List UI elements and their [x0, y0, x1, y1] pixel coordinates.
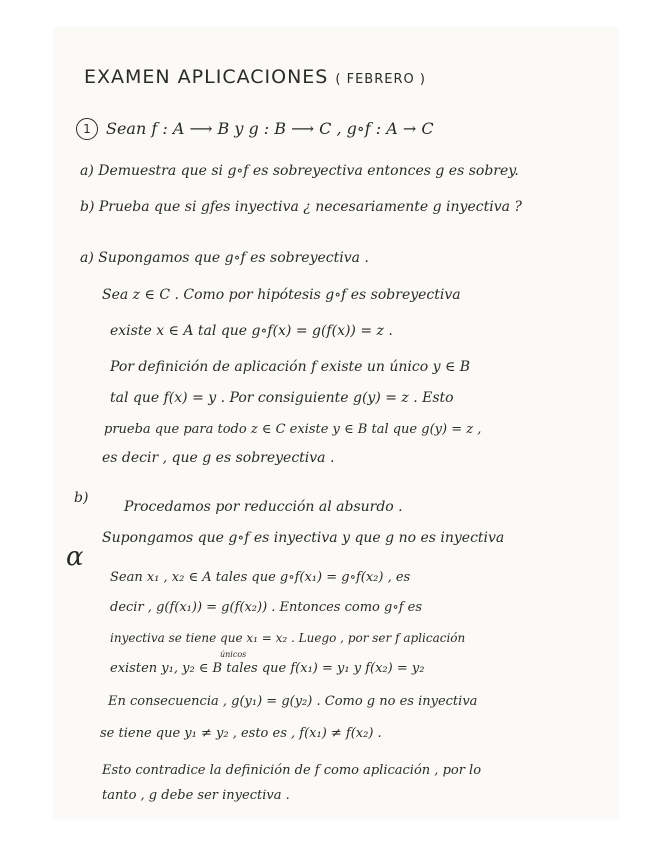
exam-title	[84, 66, 426, 88]
solution-a-header: a) Supongamos que g∘f es sobreyectiva .	[80, 250, 369, 266]
solution-b-line: inyectiva se tiene que x₁ = x₂ . Luego , por ser f aplicación	[110, 631, 466, 645]
problem-number-circle: 1	[76, 118, 98, 140]
exam-title-main: EXAMEN APLICACIONES	[84, 66, 329, 88]
exam-sheet	[54, 28, 618, 818]
solution-a-line: es decir , que g es sobreyectiva .	[102, 450, 335, 466]
solution-a-line: Por definición de aplicación f existe un único y ∈ B	[110, 359, 471, 375]
solution-a-line: Sea z ∈ C . Como por hipótesis g∘f es sobreyectiva	[102, 287, 461, 303]
solution-b-line: Esto contradice la definición de f como aplicación , por lo	[102, 763, 482, 778]
solution-b-line: se tiene que y₁ ≠ y₂ , esto es , f(x₁) ≠ f(x₂) .	[100, 726, 382, 741]
margin-alpha-mark: α	[66, 542, 84, 572]
solution-a-line: existe x ∈ A tal que g∘f(x) = g(f(x)) = z .	[110, 323, 393, 339]
statement-part-b: b) Prueba que si gfes inyectiva ¿ necesariamente g inyectiva ?	[80, 199, 522, 215]
solution-a-line: tal que f(x) = y . Por consiguiente g(y) = z . Esto	[110, 390, 454, 406]
solution-b-line: tanto , g debe ser inyectiva .	[102, 788, 290, 803]
solution-a-line: prueba que para todo z ∈ C existe y ∈ B tal que g(y) = z ,	[104, 422, 482, 437]
statement-part-a: a) Demuestra que si g∘f es sobreyectiva entonces g es sobrey.	[80, 163, 519, 179]
solution-b-line: existen y₁, y₂ ∈ B tales que f(x₁) = y₁ y f(x₂) = y₂	[110, 661, 425, 676]
solution-b-line: Sean x₁ , x₂ ∈ A tales que g∘f(x₁) = g∘f(x₂) , es	[110, 570, 411, 585]
statement-intro: Sean f : A ⟶ B y g : B ⟶ C , g∘f : A → C	[106, 119, 434, 138]
exam-title-sub: ( FEBRERO )	[335, 72, 426, 87]
unicos-annotation: únicos	[220, 650, 247, 659]
solution-b-line: Supongamos que g∘f es inyectiva y que g no es inyectiva	[102, 530, 505, 546]
solution-b-header: b)	[74, 490, 89, 506]
solution-b-line: Procedamos por reducción al absurdo .	[124, 499, 403, 515]
solution-b-line: decir , g(f(x₁)) = g(f(x₂)) . Entonces como g∘f es	[110, 600, 423, 615]
solution-b-line: En consecuencia , g(y₁) = g(y₂) . Como g no es inyectiva	[108, 694, 478, 709]
